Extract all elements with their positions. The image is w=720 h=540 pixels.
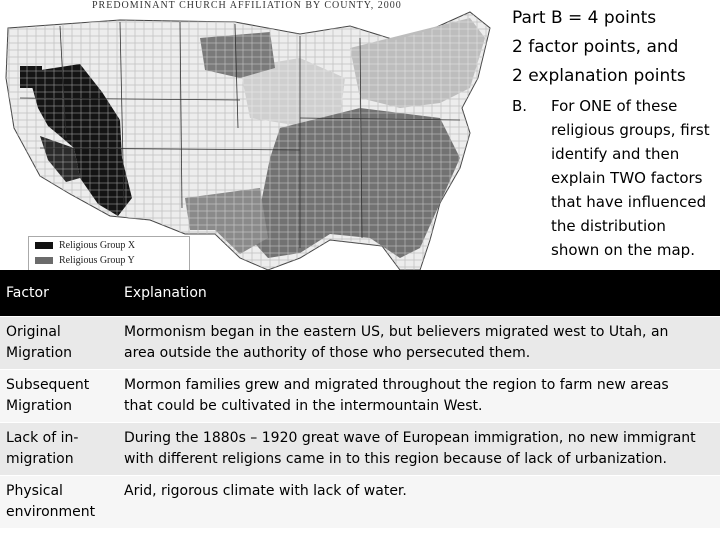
table-row bbox=[0, 317, 720, 370]
legend-swatch bbox=[35, 242, 53, 249]
county-map bbox=[0, 0, 500, 280]
header-factor: Factor bbox=[0, 270, 118, 317]
factor-table bbox=[0, 270, 720, 528]
explanation-cell bbox=[118, 317, 720, 370]
table-row bbox=[0, 370, 720, 423]
factor-cell: Original Migration bbox=[0, 317, 118, 370]
legend-label: Religious Group Y bbox=[59, 255, 135, 266]
explanation-cell bbox=[118, 370, 720, 423]
part-b-text: For ONE of these religious groups, first identify and then explain TWO factors that have influenced the distribution shown on the map. bbox=[551, 97, 710, 259]
legend-item-group-x bbox=[35, 240, 135, 252]
table-row bbox=[0, 423, 720, 476]
explanation-line: During the 1880s – 1920 great wave of European immigration, no new immigrant bbox=[124, 430, 696, 446]
explanation-line: that could be cultivated in the intermountain West. bbox=[124, 398, 483, 414]
points-line-1: Part B = 4 points bbox=[512, 8, 657, 28]
map-title: PREDOMINANT CHURCH AFFILIATION BY COUNTY, 2000 bbox=[92, 0, 402, 11]
factor-cell: Subsequent Migration bbox=[0, 370, 118, 423]
factor-cell: Physical environment bbox=[0, 476, 118, 529]
legend-item-group-y bbox=[35, 255, 135, 267]
explanation-line: Mormon families grew and migrated throughout the region to farm new areas bbox=[124, 377, 669, 393]
explanation-line: Mormonism began in the eastern US, but believers migrated west to Utah, an bbox=[124, 324, 669, 340]
table-row bbox=[0, 476, 720, 529]
header-explanation: Explanation bbox=[118, 270, 720, 317]
table-header-row bbox=[0, 270, 720, 317]
points-line-2: 2 factor points, and bbox=[512, 37, 679, 57]
legend-label: Religious Group X bbox=[59, 240, 136, 251]
explanation-line: with different religions came in to this region because of lack of urbanization. bbox=[124, 451, 667, 467]
factor-cell: Lack of in-migration bbox=[0, 423, 118, 476]
explanation-line: Arid, rigorous climate with lack of water. bbox=[124, 483, 407, 499]
question-prompt bbox=[512, 4, 717, 259]
explanation-line: area outside the authority of those who persecuted them. bbox=[124, 345, 531, 361]
legend-swatch bbox=[35, 257, 53, 264]
explanation-cell bbox=[118, 423, 720, 476]
part-b-letter: B. bbox=[512, 97, 528, 115]
points-line-3: 2 explanation points bbox=[512, 66, 686, 86]
explanation-cell bbox=[118, 476, 720, 529]
